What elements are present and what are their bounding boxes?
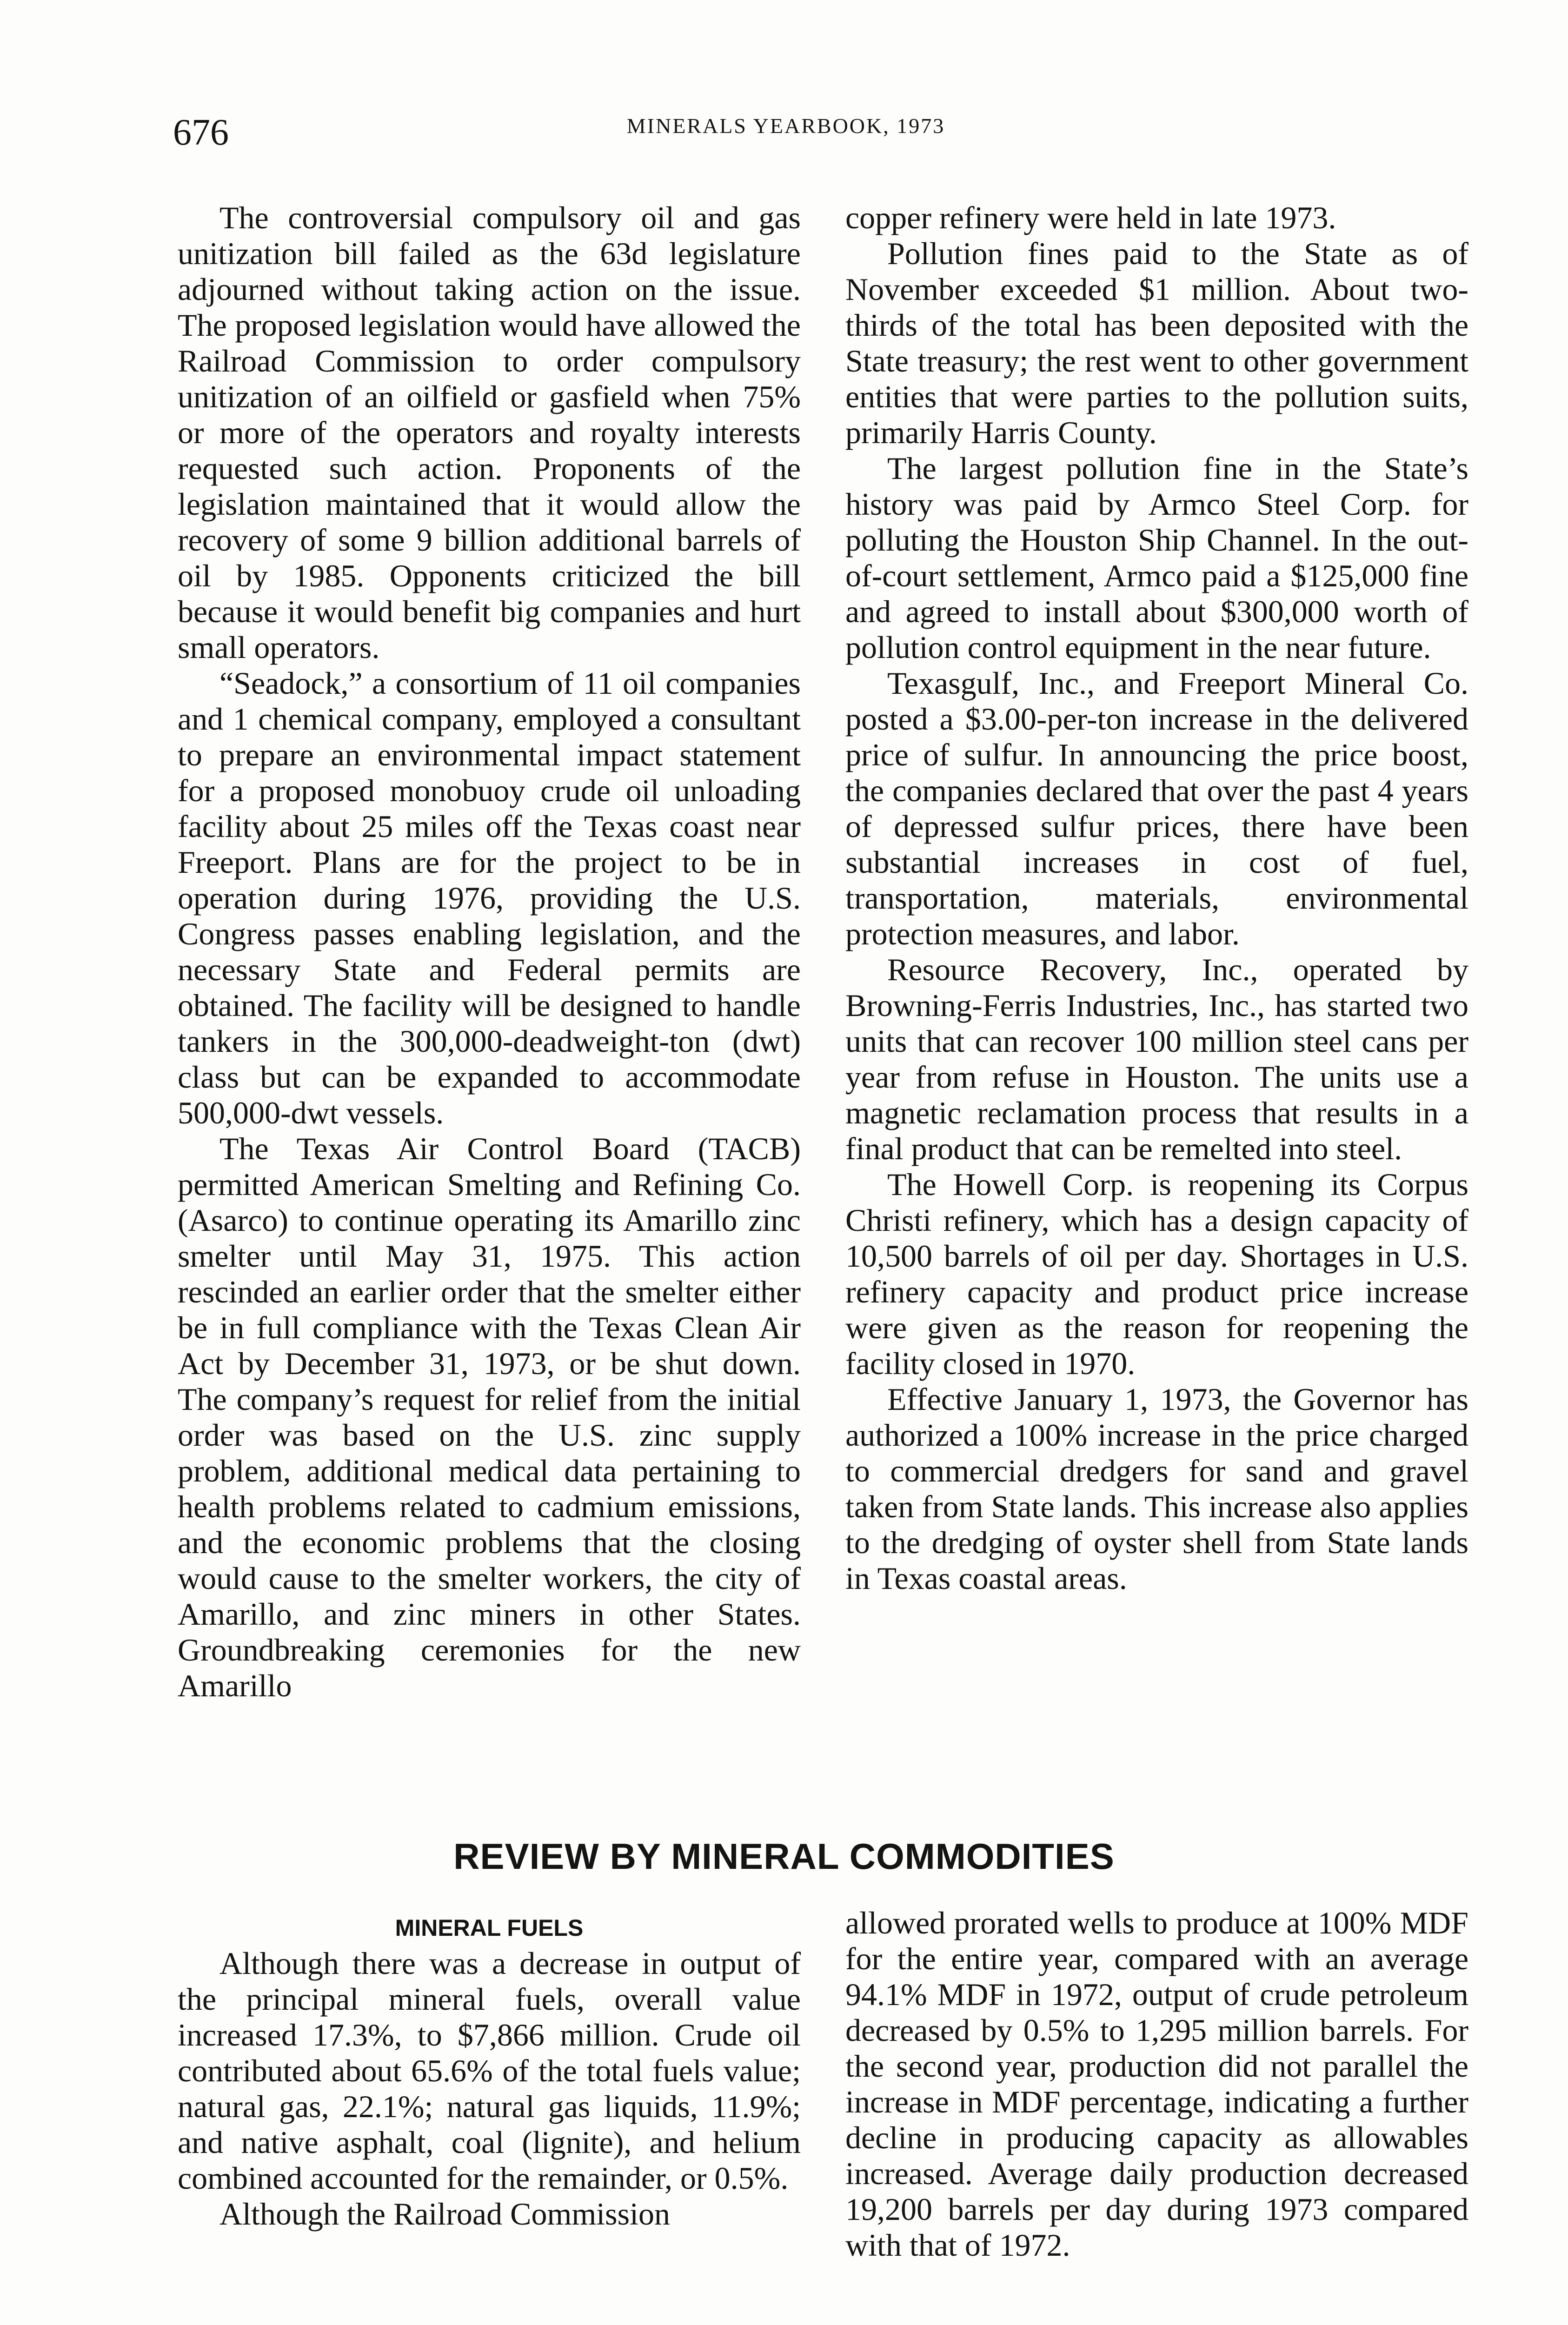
section-title: REVIEW BY MINERAL COMMODITIES: [453, 1836, 1115, 1877]
review-right-column: [845, 1905, 1468, 2263]
running-header: MINERALS YEARBOOK, 1973: [626, 114, 945, 138]
paragraph-railroad-commission: Although the Railroad Commission: [219, 2196, 670, 2232]
review-left-column: [178, 1911, 801, 2232]
paragraph-continuation-refinery: copper refinery were held in late 1973.: [845, 200, 1336, 235]
upper-left-column: [178, 200, 801, 1704]
paragraph-crude-output: allowed prorated wells to produce at 100% MDF for the entire year, compared with an average 94.1% MDF in 1972, output of crude petroleum decreased by 0.5% to 1,295 million barrels. For the second year, production did not parallel the increase in MDF percentage, indicating a further decline in producing capacity as allowables increased. Average daily production decreased 19,200 barrels per day during 1973 compared with that of 1972.: [845, 1905, 1468, 2263]
upper-right-column: [845, 200, 1468, 1596]
paragraph-fuels-value: Although there was a decrease in output of the principal mineral fuels, overall value increased 17.3%, to $7,866 million. Crude oil contributed about 65.6% of the total fuels value; natural gas, 22.1%; natural gas liquids, 11.9%; and native asphalt, coal (lignite), and helium combined accounted for the remainder, or 0.5%.: [178, 1946, 801, 2196]
paragraph-dredging-price: Effective January 1, 1973, the Governor has authorized a 100% increase in the price charged to commercial dredgers for sand and gravel taken from State lands. This increase also applies to the dredging of oyster shell from State lands in Texas coastal areas.: [845, 1382, 1468, 1596]
paragraph-howell-refinery: The Howell Corp. is reopening its Corpus Christi refinery, which has a design capacity of 10,500 barrels of oil per day. Shortages in U.S. refinery capacity and product price increase were given as the reason for reopening the facility closed in 1970.: [845, 1167, 1468, 1381]
paragraph-resource-recovery: Resource Recovery, Inc., operated by Browning-Ferris Industries, Inc., has started two units that can recover 100 million steel cans per year from refuse in Houston. The units use a magnetic reclamation process that results in a final product that can be remelted into steel.: [845, 952, 1468, 1166]
paragraph-pollution-fines: Pollution fines paid to the State as of November exceeded $1 million. About two-thirds of the total has been deposited with the State treasury; the rest went to other government entities that were parties to the pollution suits, primarily Harris County.: [845, 236, 1468, 450]
paragraph-sulfur-price: Texasgulf, Inc., and Freeport Mineral Co. posted a $3.00-per-ton increase in the delivered price of sulfur. In announcing the price boost, the companies declared that over the past 4 years of depressed sulfur prices, there have been substantial increases in cost of fuel, transportation, materials, environmental protection measures, and labor.: [845, 665, 1468, 951]
page-number: 676: [173, 112, 229, 153]
paragraph-armco-fine: The largest pollution fine in the State’s history was paid by Armco Steel Corp. for polluting the Houston Ship Channel. In the out-of-court settlement, Armco paid a $125,000 fine and agreed to install about $300,000 worth of pollution control equipment in the near future.: [845, 451, 1468, 665]
paragraph-seadock: “Seadock,” a consortium of 11 oil companies and 1 chemical company, employed a consultant to prepare an environmental impact statement for a proposed monobuoy crude oil unloading facility about 25 miles off the Texas coast near Freeport. Plans are for the project to be in operation during 1976, providing the U.S. Congress passes enabling legislation, and the necessary State and Federal permits are obtained. The facility will be designed to handle tankers in the 300,000-deadweight-ton (dwt) class but can be expanded to accommodate 500,000-dwt vessels.: [178, 665, 801, 1130]
subheading-mineral-fuels: MINERAL FUELS: [395, 1915, 584, 1941]
paragraph-unitization-bill: The controversial compulsory oil and gas unitization bill failed as the 63d legislature adjourned without taking action on the issue. The proposed legislation would have allowed the Railroad Commission to order compulsory unitization of an oilfield or gasfield when 75% or more of the operators and royalty interests requested such action. Proponents of the legislation maintained that it would allow the recovery of some 9 billion additional barrels of oil by 1985. Opponents criticized the bill because it would benefit big companies and hurt small operators.: [178, 200, 801, 665]
paragraph-tacb-asarco: The Texas Air Control Board (TACB) permitted American Smelting and Refining Co. (Asarco) to continue operating its Amarillo zinc smelter until May 31, 1975. This action rescinded an earlier order that the smelter either be in full compliance with the Texas Clean Air Act by December 31, 1973, or be shut down. The company’s request for relief from the initial order was based on the U.S. zinc supply problem, additional medical data pertaining to health problems related to cadmium emissions, and the economic problems that the closing would cause to the smelter workers, the city of Amarillo, and zinc miners in other States. Groundbreaking ceremonies for the new Amarillo: [178, 1131, 801, 1703]
